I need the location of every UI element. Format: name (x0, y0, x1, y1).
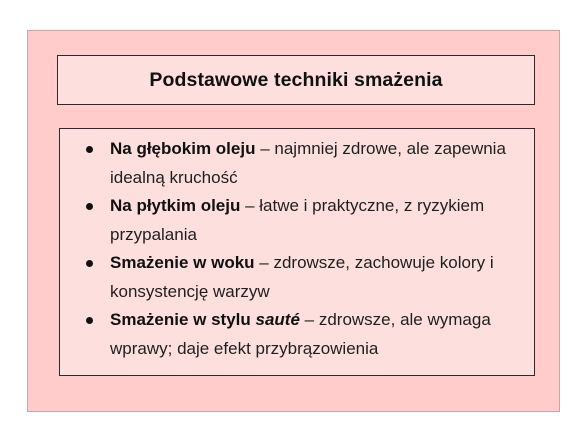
bullet-description: – łatwe i praktyczne, z ryzykiem przypalania (110, 196, 485, 244)
title-box (57, 55, 535, 105)
bullet-term: Smażenie w stylu (110, 310, 256, 329)
bullet-description: – zdrowsze, ale wymaga wprawy; daje efekt przybrązowienia (110, 310, 491, 358)
bullet-item (84, 192, 524, 249)
bullet-term: Na głębokim oleju (110, 139, 256, 158)
bullet-item (84, 249, 524, 306)
slide (27, 30, 560, 412)
bullet-description: – najmniej zdrowe, ale zapewnia idealną kruchość (110, 139, 506, 187)
bullet-dot-icon (86, 203, 93, 210)
bullet-term-italic: sauté (255, 310, 300, 329)
content-box (59, 128, 535, 376)
bullet-item (84, 135, 524, 192)
bullet-dot-icon (86, 260, 93, 267)
bullet-term: Smażenie w woku (110, 253, 255, 272)
bullet-dot-icon (86, 146, 93, 153)
bullet-list (84, 135, 524, 363)
bullet-dot-icon (86, 317, 93, 324)
bullet-item (84, 306, 524, 363)
slide-title: Podstawowe techniki smażenia (149, 68, 443, 91)
bullet-term: Na płytkim oleju (110, 196, 241, 215)
bullet-description: – zdrowsze, zachowuje kolory i konsystencję warzyw (110, 253, 494, 301)
